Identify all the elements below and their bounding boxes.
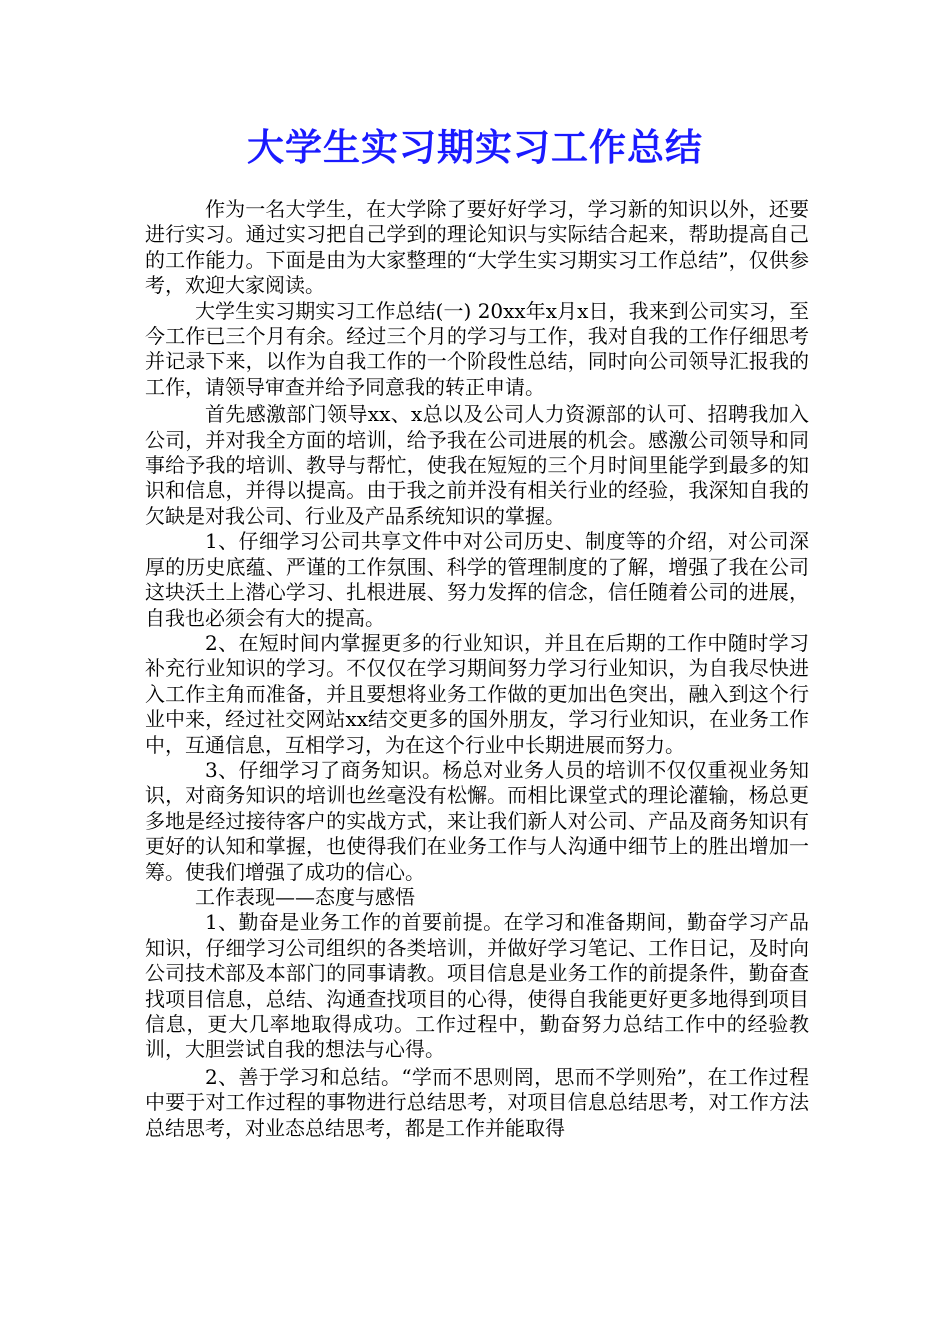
diligence-paragraph: 1、勤奋是业务工作的首要前提。在学习和准备期间，勤奋学习产品知识，仔细学习公司组织的各类培训，并做好学习笔记、工作日记，及时向公司技术部及本部门的同事请教。项目信息是业务工作的前提条件，勤奋查找项目信息，总结、沟通查找项目的心得，使得自我能更好更多地得到项目信息，更大几率地取得成功。工作过程中，勤奋努力总结工作中的经验教训，大胆尝试自我的想法与心得。	[145, 910, 809, 1062]
section-heading: 工作表现——态度与感悟	[195, 884, 415, 909]
point-two-paragraph: 2、在短时间内掌握更多的行业知识，并且在后期的工作中随时学习补充行业知识的学习。不仅仅在学习期间努力学习行业知识，为自我尽快进入工作主角而准备，并且要想将业务工作做的更加出色突出，融入到这个行业中来，经过社交网站xx结交更多的国外朋友，学习行业知识，在业务工作中，互通信息，互相学习，为在这个行业中长期进展而努力。	[145, 630, 809, 757]
intro-paragraph: 作为一名大学生，在大学除了要好好学习，学习新的知识以外，还要进行实习。通过实习把自己学到的理论知识与实际结合起来，帮助提高自己的工作能力。下面是由为大家整理的“大学生实习期实习工作总结”，仅供参考，欢迎大家阅读。	[145, 197, 809, 298]
gratitude-paragraph: 首先感激部门领导xx、x总以及公司人力资源部的认可、招聘我加入公司，并对我全方面的培训，给予我在公司进展的机会。感激公司领导和同事给予我的培训、教导与帮忙，使我在短短的三个月时间里能学到最多的知识和信息，并得以提高。由于我之前并没有相关行业的经验，我深知自我的欠缺是对我公司、行业及产品系统知识的掌握。	[145, 402, 809, 528]
point-one-paragraph: 1、仔细学习公司共享文件中对公司历史、制度等的介绍，对公司深厚的历史底蕴、严谨的工作氛围、科学的管理制度的了解，增强了我在公司这块沃土上潜心学习、扎根进展、努力发挥的信念，信任随着公司的进展，自我也必须会有大的提高。	[145, 529, 809, 630]
summary-one-paragraph: 大学生实习期实习工作总结(一) 20xx年x月x日，我来到公司实习，至今工作已三个月有余。经过三个月的学习与工作，我对自我的工作仔细思考并记录下来，以作为自我工作的一个阶段性总结，同时向公司领导汇报我的工作，请领导审查并给予同意我的转正申请。	[145, 298, 809, 399]
point-three-paragraph: 3、仔细学习了商务知识。杨总对业务人员的培训不仅仅重视业务知识，对商务知识的培训也丝毫没有松懈。而相比课堂式的理论灌输，杨总更多地是经过接待客户的实战方式，来让我们新人对公司、产品及商务知识有更好的认知和掌握，也使得我们在业务工作与人沟通中细节上的胜出增加一筹。使我们增强了成功的信心。	[145, 757, 809, 884]
document-body	[145, 197, 809, 1141]
document-title: 大学生实习期实习工作总结	[247, 125, 703, 169]
learning-paragraph: 2、善于学习和总结。“学而不思则罔，思而不学则殆”，在工作过程中要于对工作过程的事物进行总结思考，对项目信息总结思考，对工作方法总结思考，对业态总结思考，都是工作并能取得	[145, 1064, 809, 1140]
